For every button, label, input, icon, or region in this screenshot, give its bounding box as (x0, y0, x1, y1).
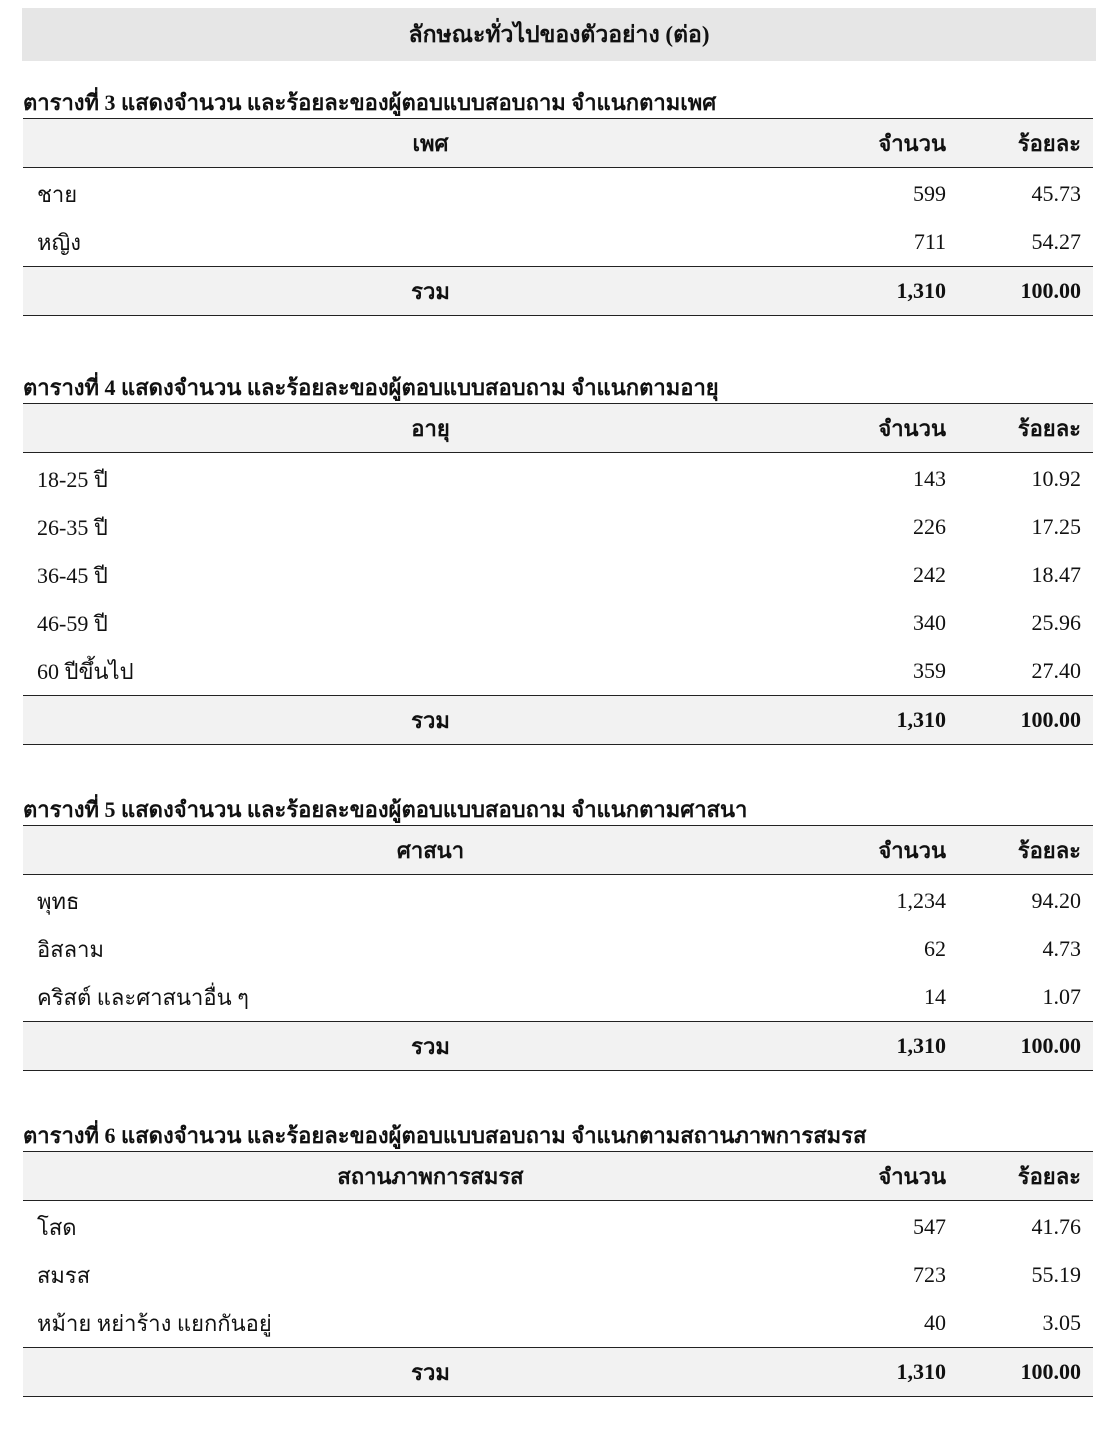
table-section-religion (23, 795, 1093, 1071)
row-percent: 4.73 (1042, 936, 1081, 961)
row-label: 46-59 ปี (37, 610, 108, 636)
table-row (23, 925, 1093, 973)
table-row (23, 218, 1093, 267)
total-count: 1,310 (838, 267, 958, 316)
row-percent: 45.73 (1031, 181, 1081, 206)
row-percent: 18.47 (1031, 562, 1081, 587)
age-table (23, 403, 1093, 745)
row-label: คริสต์ และศาสนาอื่น ๆ (37, 984, 249, 1010)
row-label: 26-35 ปี (37, 514, 108, 540)
row-count: 1,234 (896, 888, 946, 913)
total-row (23, 1348, 1093, 1397)
column-header-percent: ร้อยละ (958, 826, 1093, 875)
row-percent: 94.20 (1031, 888, 1081, 913)
row-count: 143 (913, 466, 946, 491)
column-header-percent: ร้อยละ (958, 1152, 1093, 1201)
row-label: สมรส (37, 1262, 91, 1288)
total-count: 1,310 (838, 1348, 958, 1397)
religion-table (23, 825, 1093, 1071)
total-row (23, 696, 1093, 745)
row-count: 62 (924, 936, 946, 961)
table-row (23, 647, 1093, 696)
marital-status-table (23, 1151, 1093, 1397)
column-header-count: จำนวน (838, 826, 958, 875)
row-label: 18-25 ปี (37, 466, 108, 492)
total-percent: 100.00 (958, 1348, 1093, 1397)
row-label: พุทธ (37, 888, 80, 914)
table-row (23, 168, 1093, 219)
row-percent: 1.07 (1042, 984, 1081, 1009)
table-title: ตารางที่ 5 แสดงจำนวน และร้อยละของผู้ตอบแบบสอบถาม จำแนกตามศาสนา (23, 797, 748, 822)
table-header-row (23, 1152, 1093, 1201)
row-count: 599 (913, 181, 946, 206)
row-label: อิสลาม (37, 936, 104, 962)
row-percent: 17.25 (1031, 514, 1081, 539)
table-row (23, 1299, 1093, 1348)
table-header-row (23, 119, 1093, 168)
row-percent: 3.05 (1042, 1310, 1081, 1335)
table-title: ตารางที่ 6 แสดงจำนวน และร้อยละของผู้ตอบแบบสอบถาม จำแนกตามสถานภาพการสมรส (23, 1123, 867, 1148)
row-percent: 25.96 (1031, 610, 1081, 635)
row-label: 60 ปีขึ้นไป (37, 658, 134, 684)
table-header-row (23, 404, 1093, 453)
table-row (23, 973, 1093, 1022)
table-title: ตารางที่ 3 แสดงจำนวน และร้อยละของผู้ตอบแบบสอบถาม จำแนกตามเพศ (23, 90, 717, 115)
total-percent: 100.00 (958, 1022, 1093, 1071)
row-count: 547 (913, 1214, 946, 1239)
column-header-count: จำนวน (838, 1152, 958, 1201)
total-label: รวม (23, 696, 838, 745)
column-header-count: จำนวน (838, 404, 958, 453)
total-count: 1,310 (838, 1022, 958, 1071)
row-count: 340 (913, 610, 946, 635)
table-row (23, 1251, 1093, 1299)
column-header-label: ศาสนา (23, 826, 838, 875)
row-count: 723 (913, 1262, 946, 1287)
table-row (23, 1201, 1093, 1252)
table-header-row (23, 826, 1093, 875)
column-header-label: สถานภาพการสมรส (23, 1152, 838, 1201)
column-header-label: อายุ (23, 404, 838, 453)
row-count: 711 (913, 229, 946, 254)
row-percent: 10.92 (1031, 466, 1081, 491)
total-label: รวม (23, 1348, 838, 1397)
table-row (23, 875, 1093, 926)
row-label: หญิง (37, 229, 81, 255)
total-percent: 100.00 (958, 696, 1093, 745)
row-label: ชาย (37, 181, 78, 207)
row-count: 14 (924, 984, 946, 1009)
total-row (23, 267, 1093, 316)
row-label: โสด (37, 1214, 77, 1240)
total-count: 1,310 (838, 696, 958, 745)
row-percent: 27.40 (1031, 658, 1081, 683)
total-row (23, 1022, 1093, 1071)
row-percent: 55.19 (1031, 1262, 1081, 1287)
total-percent: 100.00 (958, 267, 1093, 316)
page-title: ลักษณะทั่วไปของตัวอย่าง (ต่อ) (22, 8, 1096, 61)
row-label: 36-45 ปี (37, 562, 108, 588)
total-label: รวม (23, 1022, 838, 1071)
gender-table (23, 118, 1093, 316)
column-header-label: เพศ (23, 119, 838, 168)
table-row (23, 453, 1093, 504)
row-count: 40 (924, 1310, 946, 1335)
table-section-age (23, 373, 1093, 745)
table-title: ตารางที่ 4 แสดงจำนวน และร้อยละของผู้ตอบแบบสอบถาม จำแนกตามอายุ (23, 375, 719, 400)
total-label: รวม (23, 267, 838, 316)
column-header-percent: ร้อยละ (958, 119, 1093, 168)
column-header-count: จำนวน (838, 119, 958, 168)
table-section-gender (23, 88, 1093, 316)
row-count: 226 (913, 514, 946, 539)
row-percent: 41.76 (1031, 1214, 1081, 1239)
table-row (23, 551, 1093, 599)
row-label: หม้าย หย่าร้าง แยกกันอยู่ (37, 1310, 272, 1336)
table-row (23, 503, 1093, 551)
table-section-marital (23, 1121, 1093, 1397)
table-row (23, 599, 1093, 647)
row-count: 359 (913, 658, 946, 683)
row-percent: 54.27 (1031, 229, 1081, 254)
row-count: 242 (913, 562, 946, 587)
column-header-percent: ร้อยละ (958, 404, 1093, 453)
